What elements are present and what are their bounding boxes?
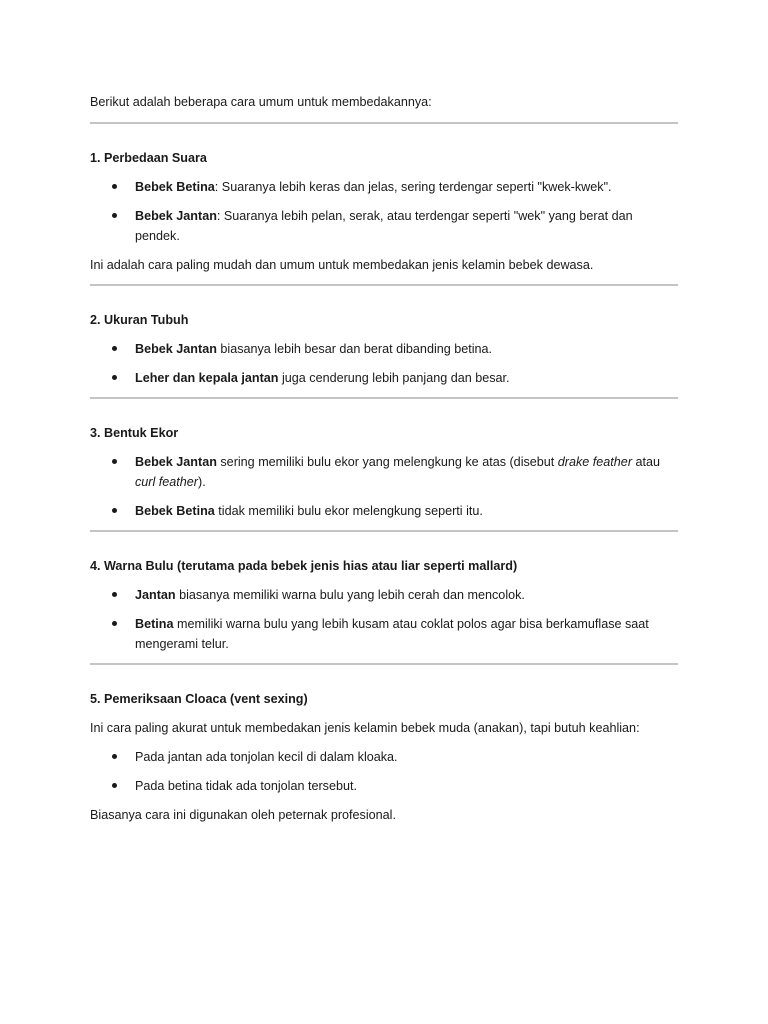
bullet-list — [90, 339, 678, 388]
bullet-icon — [112, 621, 117, 626]
section-title: 1. Perbedaan Suara — [90, 151, 207, 165]
bullet-icon — [112, 754, 117, 759]
item-text: sering memiliki bulu ekor yang melengkung ke atas (disebut — [216, 455, 558, 469]
section-title: 3. Bentuk Ekor — [90, 426, 179, 440]
bullet-icon — [112, 592, 117, 597]
item-bold-label: Bebek Jantan — [135, 209, 217, 223]
section-note: Ini adalah cara paling mudah dan umum untuk membedakan jenis kelamin bebek dewasa. — [90, 258, 594, 272]
item-text: : Suaranya lebih pelan, serak, atau terdengar seperti "wek" yang berat dan pendek. — [135, 209, 633, 243]
item-text: biasanya lebih besar dan berat dibanding betina. — [216, 342, 493, 356]
list-item — [90, 206, 678, 246]
bullet-list — [90, 585, 678, 654]
bullet-list — [90, 452, 678, 521]
section-ukuran-tubuh — [90, 286, 678, 399]
item-text: Pada betina tidak ada tonjolan tersebut. — [135, 779, 357, 793]
intro-text: Berikut adalah beberapa cara umum untuk membedakannya: — [90, 95, 432, 109]
bullet-list — [90, 177, 678, 246]
bullet-icon — [112, 375, 117, 380]
list-item — [90, 368, 678, 388]
list-item — [90, 501, 678, 521]
bullet-icon — [112, 213, 117, 218]
list-item — [90, 177, 678, 197]
item-bold-label: Betina — [135, 617, 174, 631]
section-title: 5. Pemeriksaan Cloaca (vent sexing) — [90, 692, 308, 706]
section-warna-bulu — [90, 532, 678, 665]
bullet-list — [90, 747, 678, 796]
item-text: ). — [198, 475, 206, 489]
item-bold-label: Bebek Betina — [135, 180, 215, 194]
list-item — [90, 585, 678, 605]
item-italic-term: drake feather — [557, 455, 633, 469]
item-text: juga cenderung lebih panjang dan besar. — [278, 371, 510, 385]
item-bold-label: Bebek Betina — [135, 504, 215, 518]
section-title: 4. Warna Bulu (terutama pada bebek jenis hias atau liar seperti mallard) — [90, 559, 518, 573]
section-note: Biasanya cara ini digunakan oleh peternak profesional. — [90, 808, 396, 822]
list-item — [90, 776, 678, 796]
section-bentuk-ekor — [90, 399, 678, 532]
item-bold-label: Bebek Jantan — [135, 455, 217, 469]
bullet-icon — [112, 459, 117, 464]
item-italic-term: curl feather — [135, 475, 198, 489]
item-text: memiliki warna bulu yang lebih kusam atau coklat polos agar bisa berkamuflase saat mengerami telur. — [135, 617, 649, 651]
item-bold-label: Leher dan kepala jantan — [135, 371, 279, 385]
section-pemeriksaan-cloaca — [90, 665, 678, 825]
item-text: Pada jantan ada tonjolan kecil di dalam kloaka. — [135, 750, 398, 764]
bullet-icon — [112, 184, 117, 189]
list-item — [90, 747, 678, 767]
section-title: 2. Ukuran Tubuh — [90, 313, 189, 327]
bullet-icon — [112, 508, 117, 513]
item-bold-label: Bebek Jantan — [135, 342, 217, 356]
item-bold-label: Jantan — [135, 588, 176, 602]
section-lead: Ini cara paling akurat untuk membedakan jenis kelamin bebek muda (anakan), tapi butuh keahlian: — [90, 721, 640, 735]
item-text: : Suaranya lebih keras dan jelas, sering terdengar seperti "kwek-kwek". — [214, 180, 612, 194]
list-item — [90, 452, 678, 492]
item-text: biasanya memiliki warna bulu yang lebih cerah dan mencolok. — [175, 588, 525, 602]
list-item — [90, 339, 678, 359]
section-perbedaan-suara — [90, 124, 678, 286]
list-item — [90, 614, 678, 654]
bullet-icon — [112, 783, 117, 788]
bullet-icon — [112, 346, 117, 351]
item-text: tidak memiliki bulu ekor melengkung seperti itu. — [214, 504, 483, 518]
item-text: atau — [632, 455, 661, 469]
